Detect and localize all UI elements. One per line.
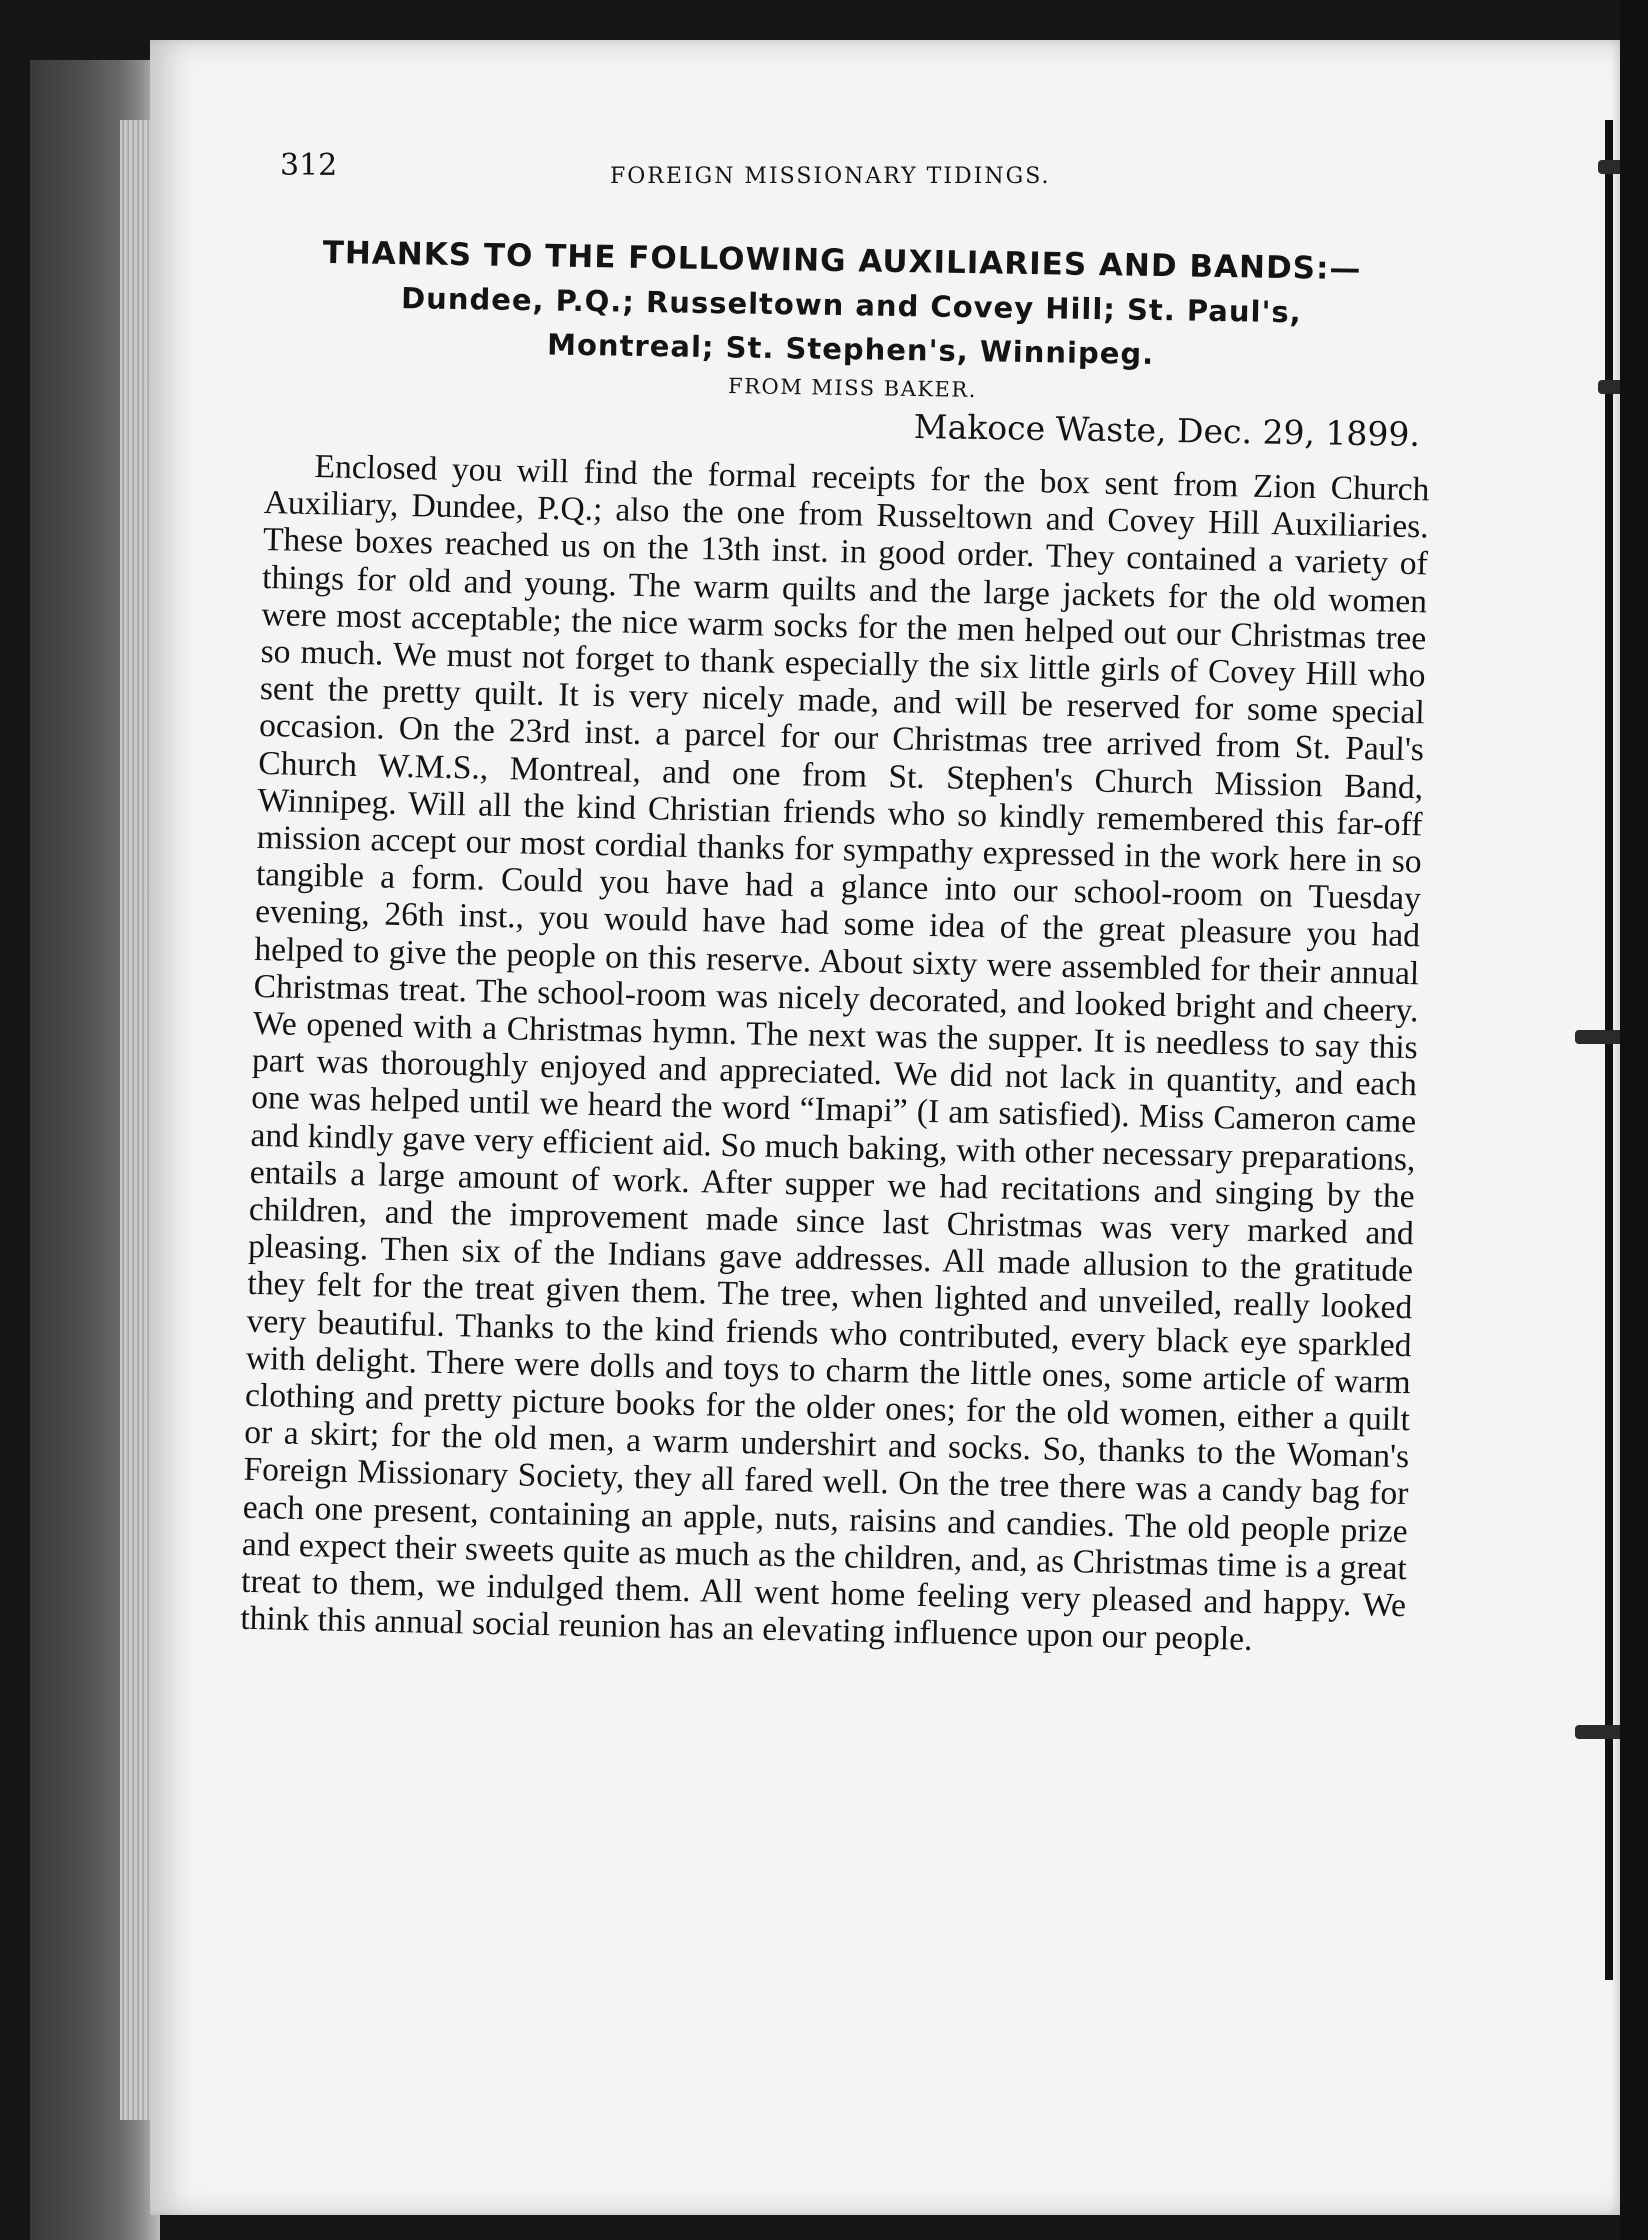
headline-line: Dundee, P.Q.; Russeltown and Covey Hill; St. Paul's, — [400, 281, 1302, 330]
binding-thread — [1605, 120, 1613, 1980]
page-number: 312 — [280, 148, 338, 183]
running-head — [265, 140, 1440, 190]
headline-line: Montreal; St. Stephen's, Winnipeg. — [546, 327, 1155, 371]
byline: FROM MISS BAKER. — [727, 374, 978, 402]
page-content — [240, 140, 1440, 1671]
journal-title: FOREIGN MISSIONARY TIDINGS. — [610, 164, 1051, 189]
binding-stitch — [1575, 1030, 1625, 1044]
body-paragraph: Enclosed you will find the formal receipts for the box sent from Zion Church Auxiliary, Dundee, P.Q.; also the one from Russeltown and Covey Hill Auxiliaries. These boxes reached us on the 13th inst. in good order. They contained a variety of things for old and young. The warm quilts and the large jackets for the old women were most acceptable; the nice warm socks for the men helped out our Christmas tree so much. We must not forget to thank especially the six little girls of Covey Hill who sent the pretty quilt. It is very nicely made, and will be reserved for some special occasion. On the 23rd inst. a parcel for our Christmas tree arrived from St. Paul's Church W.M.S., Montreal, and one from St. Stephen's Church Mission Band, Winnipeg. Will all the kind Christian friends who so kindly remembered this far-off mission accept our most cordial thanks for sympathy expressed in the work here in so tangible a form. Could you have had a glance into our school-room on Tuesday evening, 26th inst., you would have had some idea of the great pleasure you had helped to give the people on this reserve. About sixty were assembled for their annual Christmas treat. The school-room was nicely decorated, and looked bright and cheery. We opened with a Christmas hymn. The next was the supper. It is needless to say this part was thoroughly enjoyed and appreciated. We did not lack in quantity, and each one was helped until we heard the word “Imapi” (I am satisfied). Miss Cameron came and kindly gave very efficient aid. So much baking, with other necessary preparations, entails a large amount of work. After supper we had recitations and singing by the children, and the improvement made since last Christmas was very marked and pleasing. Then six of the Indians gave addresses. All made allusion to the gratitude they felt for the treat given them. The tree, when lighted and unveiled, really looked very beautiful. Thanks to the kind friends who contributed, every black eye sparkled with delight. There were dolls and toys to charm the little ones, some article of warm clothing and pretty picture books for the older ones; for the old women, either a quilt or a skirt; for the old men, a warm undershirt and socks. So, thanks to the Woman's Foreign Missionary Society, they all fared well. On the tree there was a candy bag for each one present, containing an apple, nuts, raisins and candies. The old people prize and expect their sweets quite as much as the children, and, as Christmas time is a great treat to them, we indulged them. All went home feeling very pleased and happy. We think this annual social reunion has an elevating influence upon our people. — [240, 448, 1430, 1659]
binding-stitch — [1575, 1725, 1625, 1739]
article-headline — [263, 230, 1440, 380]
dateline: Makoce Waste, Dec. 29, 1899. — [913, 406, 1421, 454]
headline-line: THANKS TO THE FOLLOWING AUXILIARIES AND BANDS:— — [322, 234, 1362, 288]
scan-edge — [1620, 0, 1648, 2240]
